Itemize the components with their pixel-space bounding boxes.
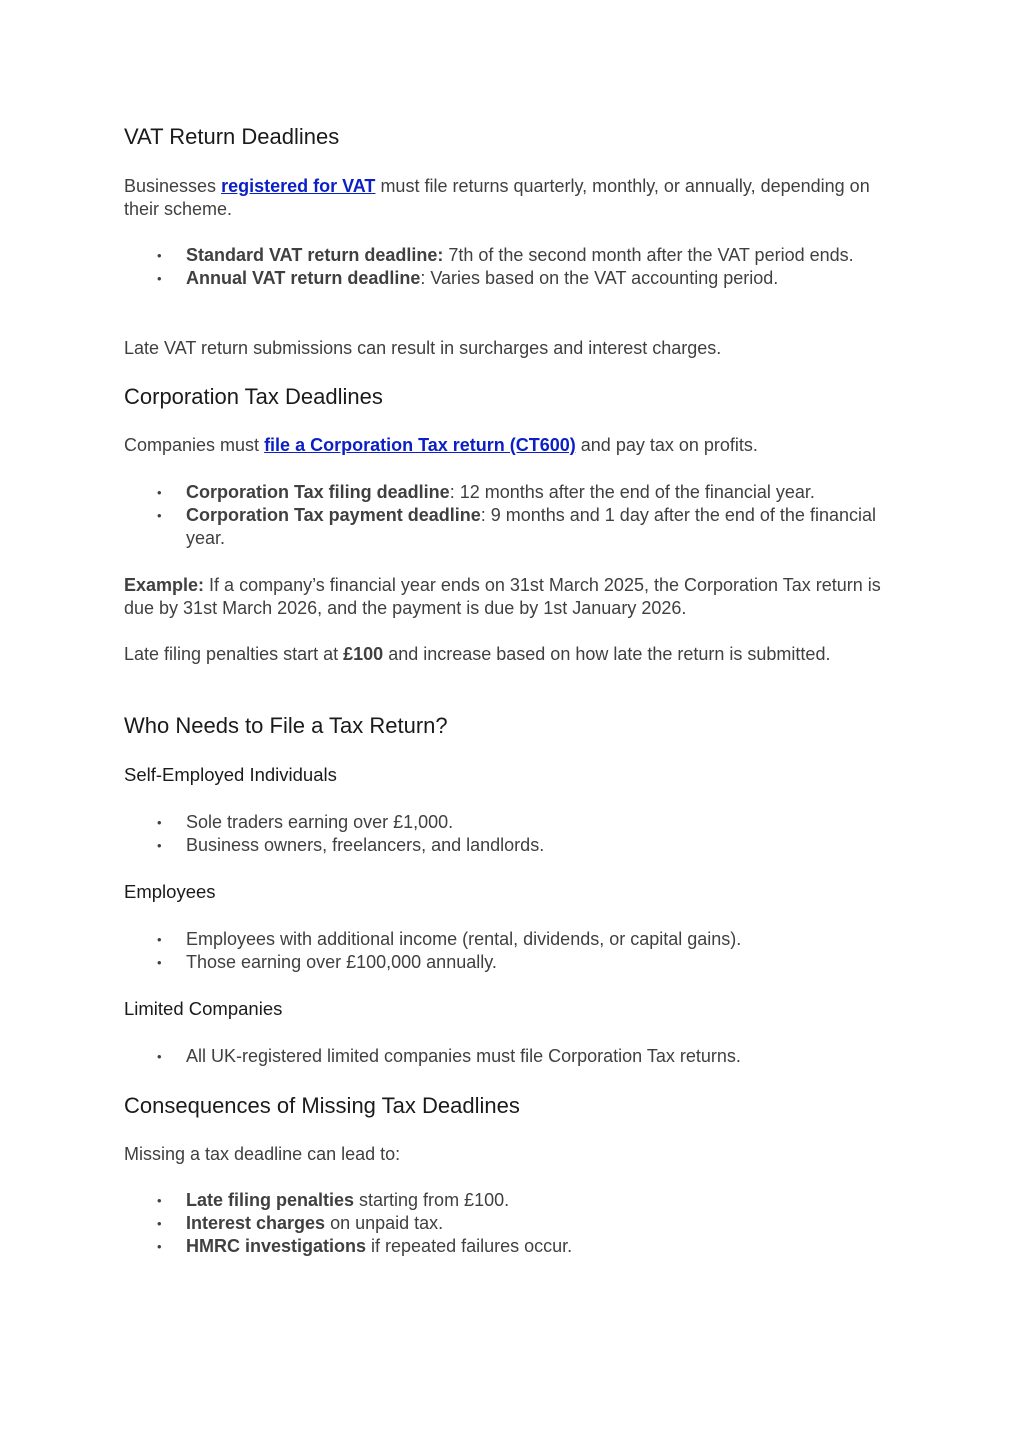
list-item: • HMRC investigations if repeated failures occur. bbox=[157, 1236, 573, 1256]
self-employed-heading: Self-Employed Individuals bbox=[124, 764, 337, 785]
bullet-icon: • bbox=[157, 508, 162, 523]
ct600-link[interactable]: file a Corporation Tax return (CT600) bbox=[264, 435, 576, 455]
corp-intro: Companies must file a Corporation Tax return (CT600) and pay tax on profits. bbox=[124, 435, 758, 455]
limited-companies-heading: Limited Companies bbox=[124, 998, 283, 1019]
list-item: • Sole traders earning over £1,000. bbox=[157, 812, 454, 832]
corp-penalty: Late filing penalties start at £100 and increase based on how late the return is submitted. bbox=[124, 644, 831, 664]
vat-intro: Businesses registered for VAT must file returns quarterly, monthly, or annually, depending on their scheme. bbox=[124, 176, 870, 219]
corp-heading: Corporation Tax Deadlines bbox=[124, 384, 383, 409]
limited-companies-list bbox=[124, 1045, 894, 1068]
corp-deadline-list bbox=[124, 481, 894, 550]
vat-heading: VAT Return Deadlines bbox=[124, 124, 340, 149]
who-heading: Who Needs to File a Tax Return? bbox=[124, 713, 448, 738]
bullet-icon: • bbox=[157, 932, 162, 947]
bullet-icon: • bbox=[157, 955, 162, 970]
bullet-icon: • bbox=[157, 1216, 162, 1231]
list-item: • Employees with additional income (rental, dividends, or capital gains). bbox=[157, 929, 742, 949]
corp-example: Example: If a company’s financial year ends on 31st March 2025, the Corporation Tax return is due by 31st March 2026, and the payment is due by 1st January 2026. bbox=[124, 575, 881, 618]
list-item: • Standard VAT return deadline: 7th of the second month after the VAT period ends. bbox=[157, 245, 854, 265]
consequences-heading: Consequences of Missing Tax Deadlines bbox=[124, 1093, 520, 1118]
list-item: • Annual VAT return deadline: Varies based on the VAT accounting period. bbox=[157, 268, 779, 288]
bullet-icon: • bbox=[157, 838, 162, 853]
list-item: • Corporation Tax payment deadline: 9 months and 1 day after the end of the financial year. bbox=[157, 505, 876, 548]
bullet-icon: • bbox=[157, 1193, 162, 1208]
employees-heading: Employees bbox=[124, 881, 216, 902]
bullet-icon: • bbox=[157, 485, 162, 500]
list-item: • Interest charges on unpaid tax. bbox=[157, 1213, 444, 1233]
bullet-icon: • bbox=[157, 271, 162, 286]
vat-note: Late VAT return submissions can result in surcharges and interest charges. bbox=[124, 338, 722, 358]
employees-list bbox=[124, 928, 894, 974]
registered-for-vat-link[interactable]: registered for VAT bbox=[221, 176, 376, 196]
bullet-icon: • bbox=[157, 815, 162, 830]
list-item: • Late filing penalties starting from £100. bbox=[157, 1190, 510, 1210]
bullet-icon: • bbox=[157, 1239, 162, 1254]
consequences-intro: Missing a tax deadline can lead to: bbox=[124, 1144, 401, 1164]
list-item: • Corporation Tax filing deadline: 12 months after the end of the financial year. bbox=[157, 482, 815, 502]
self-employed-list bbox=[124, 811, 894, 857]
list-item: • Those earning over £100,000 annually. bbox=[157, 952, 497, 972]
vat-deadline-list bbox=[124, 244, 894, 290]
list-item: • Business owners, freelancers, and landlords. bbox=[157, 835, 545, 855]
consequences-list bbox=[124, 1189, 894, 1258]
bullet-icon: • bbox=[157, 248, 162, 263]
list-item: • All UK-registered limited companies must file Corporation Tax returns. bbox=[157, 1046, 741, 1066]
bullet-icon: • bbox=[157, 1049, 162, 1064]
